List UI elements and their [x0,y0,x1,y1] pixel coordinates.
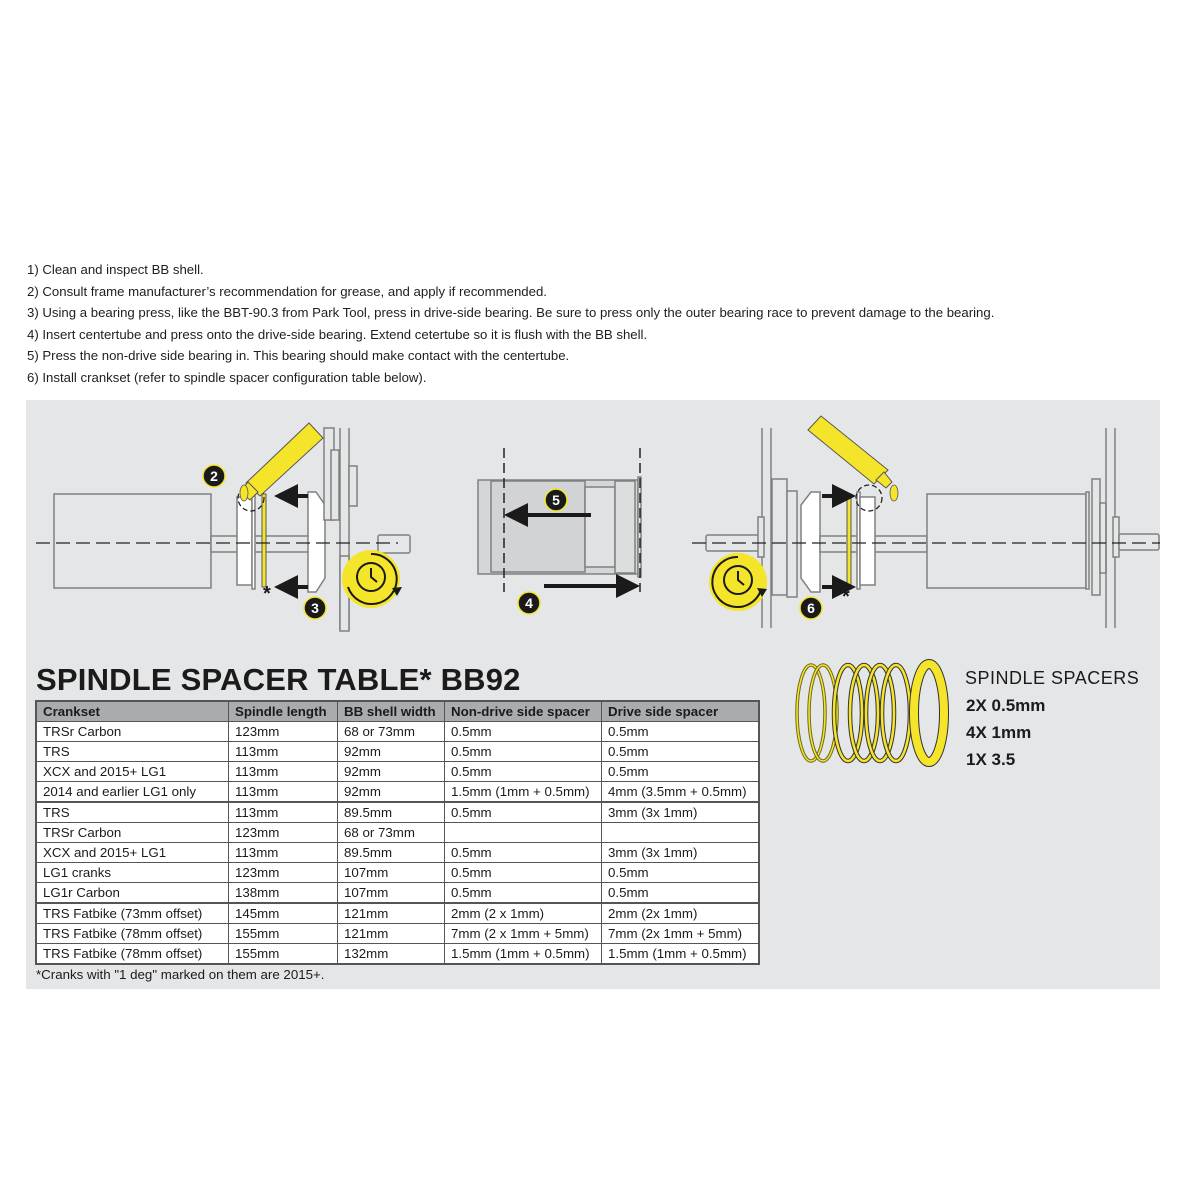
cell-drive-spacer: 3mm (3x 1mm) [602,843,760,863]
crank-cup-left [308,492,325,592]
cell-non-drive-spacer: 0.5mm [445,863,602,883]
cell-spindle-length: 145mm [229,903,338,924]
cell-drive-spacer: 4mm (3.5mm + 0.5mm) [602,782,760,803]
cell-crankset: TRSr Carbon [36,823,229,843]
cell-drive-spacer: 0.5mm [602,863,760,883]
torque-clock-icon [342,550,402,608]
cell-crankset: TRSr Carbon [36,722,229,742]
cell-drive-spacer: 0.5mm [602,762,760,782]
spacers-legend-item: 2X 0.5mm [966,696,1046,715]
spacers-legend-item: 4X 1mm [966,723,1032,742]
cell-bb-shell-width: 121mm [338,924,445,944]
cell-bb-shell-width: 89.5mm [338,802,445,823]
cell-spindle-length: 113mm [229,762,338,782]
cell-crankset: TRS Fatbike (78mm offset) [36,944,229,965]
cell-drive-spacer: 1.5mm (1mm + 0.5mm) [602,944,760,965]
cell-drive-spacer: 0.5mm [602,722,760,742]
cell-drive-spacer: 0.5mm [602,742,760,762]
table-row [36,823,759,843]
step-badge-2 [203,465,225,487]
asterisk-mark-right: * [842,586,850,608]
grease-tube-icon [808,416,898,501]
cell-crankset: TRS Fatbike (78mm offset) [36,924,229,944]
cell-non-drive-spacer: 2mm (2 x 1mm) [445,903,602,924]
torque-clock-icon [709,553,767,611]
cell-crankset: 2014 and earlier LG1 only [36,782,229,803]
cell-bb-shell-width: 121mm [338,903,445,924]
cell-crankset: XCX and 2015+ LG1 [36,843,229,863]
instruction-step-4: 4) Insert centertube and press onto the drive-side bearing. Extend cetertube so it is flush with the BB shell. [27,326,648,342]
cell-bb-shell-width: 68 or 73mm [338,823,445,843]
spacer-yellow-right [847,494,851,587]
instruction-step-3: 3) Using a bearing press, like the BBT-90.3 from Park Tool, press in drive-side bearing. Be sure to press only the outer bearing race to prevent damage to the bearing. [27,305,995,321]
middle-centertube-diagram [478,448,641,592]
cell-bb-shell-width: 92mm [338,782,445,803]
spindle-end-left [378,535,410,553]
cell-bb-shell-width: 89.5mm [338,843,445,863]
right-assembly-diagram [706,428,1159,628]
installation-panel [26,400,1160,989]
cell-non-drive-spacer: 0.5mm [445,762,602,782]
svg-text:4: 4 [525,595,533,611]
cell-crankset: LG1 cranks [36,863,229,883]
cell-bb-shell-width: 92mm [338,742,445,762]
cell-drive-spacer: 3mm (3x 1mm) [602,802,760,823]
cell-crankset: TRS [36,742,229,762]
cell-non-drive-spacer: 0.5mm [445,722,602,742]
table-row [36,883,759,904]
table-row [36,762,759,782]
step-badge-3 [304,597,326,619]
instruction-step-2: 2) Consult frame manufacturer’s recommendation for grease, and apply if recommended. [27,283,547,299]
cell-spindle-length: 155mm [229,924,338,944]
cell-non-drive-spacer: 0.5mm [445,883,602,904]
cell-spindle-length: 123mm [229,863,338,883]
spindle-spacer-table [35,700,760,965]
column-header-drive-spacer: Drive side spacer [602,701,760,722]
instruction-step-6: 6) Install crankset (refer to spindle spacer configuration table below). [27,369,427,385]
cell-bb-shell-width: 92mm [338,762,445,782]
table-row [36,863,759,883]
cell-non-drive-spacer: 1.5mm (1mm + 0.5mm) [445,944,602,965]
cell-non-drive-spacer: 0.5mm [445,843,602,863]
spacer-yellow-left [262,494,266,587]
cell-spindle-length: 155mm [229,944,338,965]
step-badge-5 [545,489,567,511]
table-row [36,802,759,823]
cell-spindle-length: 138mm [229,883,338,904]
cell-crankset: TRS [36,802,229,823]
table-row [36,843,759,863]
cell-crankset: TRS Fatbike (73mm offset) [36,903,229,924]
spindle-spacers-illustration [797,664,944,762]
grease-tube-icon [240,423,323,501]
table-row [36,924,759,944]
cell-bb-shell-width: 107mm [338,863,445,883]
step-badge-4 [518,592,540,614]
cell-spindle-length: 113mm [229,782,338,803]
cell-crankset: XCX and 2015+ LG1 [36,762,229,782]
column-header-spindle-length: Spindle length [229,701,338,722]
asterisk-mark-left: * [263,583,271,605]
table-footnote: *Cranks with "1 deg" marked on them are 2015+. [36,967,325,982]
cell-crankset: LG1r Carbon [36,883,229,904]
cell-bb-shell-width: 132mm [338,944,445,965]
column-header-bb-shell-width: BB shell width [338,701,445,722]
cell-spindle-length: 123mm [229,722,338,742]
table-row [36,782,759,803]
cell-bb-shell-width: 107mm [338,883,445,904]
instruction-step-1: 1) Clean and inspect BB shell. [27,262,204,277]
cell-spindle-length: 113mm [229,843,338,863]
cell-non-drive-spacer: 0.5mm [445,802,602,823]
cell-spindle-length: 113mm [229,742,338,762]
table-row [36,742,759,762]
spacers-legend-title: SPINDLE SPACERS [965,668,1140,688]
table-title: SPINDLE SPACER TABLE* BB92 [36,662,521,697]
instruction-list [27,259,1167,389]
cell-non-drive-spacer [445,823,602,843]
bb-shell-left [54,494,211,588]
svg-text:2: 2 [210,468,218,484]
column-header-non-drive-spacer: Non-drive side spacer [445,701,602,722]
column-header-crankset: Crankset [36,701,229,722]
svg-text:5: 5 [552,492,560,508]
cell-non-drive-spacer: 7mm (2 x 1mm + 5mm) [445,924,602,944]
cell-drive-spacer [602,823,760,843]
step-badge-6 [800,597,822,619]
instruction-step-5: 5) Press the non-drive side bearing in. This bearing should make contact with the centertube. [27,348,570,364]
cell-non-drive-spacer: 1.5mm (1mm + 0.5mm) [445,782,602,803]
cell-non-drive-spacer: 0.5mm [445,742,602,762]
cell-spindle-length: 113mm [229,802,338,823]
spacers-legend-item: 1X 3.5 [966,750,1016,769]
cell-drive-spacer: 2mm (2x 1mm) [602,903,760,924]
bearing-left [237,497,252,585]
table-row [36,903,759,924]
table-header-row [36,701,759,722]
svg-text:3: 3 [311,600,319,616]
cell-drive-spacer: 0.5mm [602,883,760,904]
cell-bb-shell-width: 68 or 73mm [338,722,445,742]
table-row [36,944,759,965]
cell-drive-spacer: 7mm (2x 1mm + 5mm) [602,924,760,944]
cell-spindle-length: 123mm [229,823,338,843]
table-row [36,722,759,742]
svg-text:6: 6 [807,600,815,616]
